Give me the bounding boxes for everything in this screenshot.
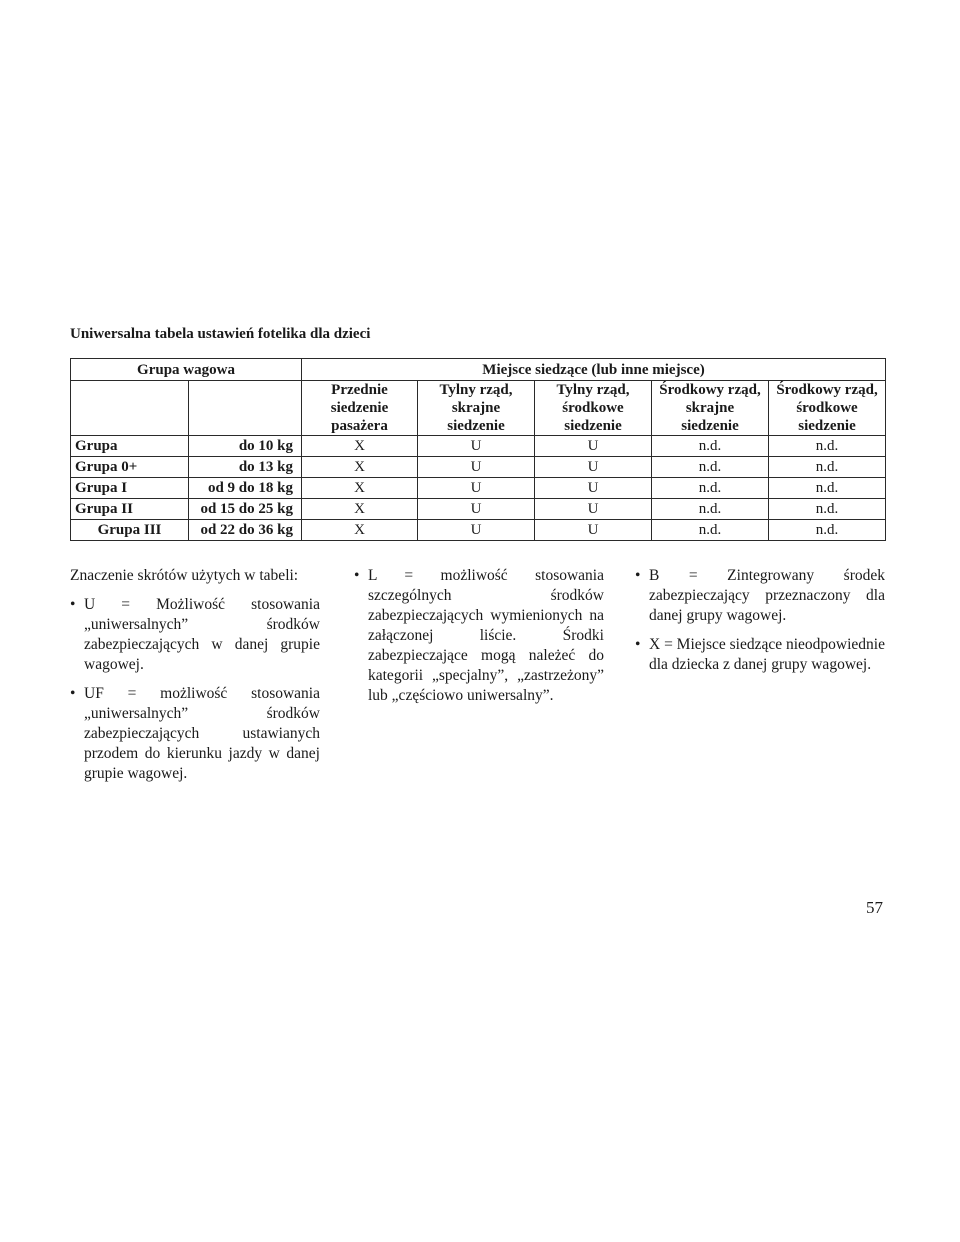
column-header: Tylny rząd, środkowe siedzenie: [535, 381, 652, 436]
value-cell: n.d.: [652, 478, 769, 499]
value-cell: U: [418, 457, 535, 478]
value-cell: U: [418, 478, 535, 499]
column-header: Środkowy rząd, skrajne siedzenie: [652, 381, 769, 436]
bullet-icon: •: [70, 685, 76, 702]
value-cell: U: [535, 478, 652, 499]
legend-item-text: U = Możliwość stosowania „uniwersalnych” środków zabezpieczających w danej grupie wagowej.: [84, 596, 320, 673]
legend-column-2: [354, 566, 604, 715]
group-cell: Grupa I: [71, 478, 189, 499]
table-row: [71, 520, 886, 541]
value-cell: n.d.: [652, 499, 769, 520]
bullet-icon: •: [354, 567, 360, 584]
bullet-icon: •: [635, 636, 641, 653]
legend-item-text: L = możliwość stosowania szczególnych środków zabezpieczających wymienionych na załączonej liście. Środki zabezpieczające mogą należeć do kategorii „specjalny”, „zastrzeżony” lub „częściowo uniwersalny”.: [368, 567, 604, 704]
value-cell: X: [302, 436, 418, 457]
value-cell: U: [535, 457, 652, 478]
table-row: [71, 478, 886, 499]
header-seat-position: Miejsce siedzące (lub inne miejsce): [302, 359, 886, 381]
value-cell: U: [418, 499, 535, 520]
table-row: [71, 436, 886, 457]
header-empty: [189, 381, 302, 436]
page-number: 57: [866, 898, 883, 917]
table-row: [71, 457, 886, 478]
header-empty: [71, 381, 189, 436]
value-cell: U: [535, 499, 652, 520]
legend-item-text: B = Zintegrowany środek zabezpieczający przeznaczony dla danej grupy wagowej.: [649, 567, 885, 624]
weight-cell: od 22 do 36 kg: [189, 520, 302, 541]
weight-cell: od 9 do 18 kg: [189, 478, 302, 499]
value-cell: n.d.: [652, 520, 769, 541]
value-cell: n.d.: [769, 457, 886, 478]
value-cell: X: [302, 478, 418, 499]
group-cell: Grupa III: [71, 520, 189, 541]
value-cell: n.d.: [769, 436, 886, 457]
legend-item: [635, 566, 885, 626]
legend-intro: Znaczenie skrótów użytych w tabeli:: [70, 567, 299, 584]
legend-item: [354, 566, 604, 706]
legend-item: [70, 684, 320, 784]
value-cell: n.d.: [652, 457, 769, 478]
legend-item: [635, 635, 885, 675]
value-cell: U: [535, 520, 652, 541]
legend-item: [70, 595, 320, 675]
column-header: Środkowy rząd, środkowe siedzenie: [769, 381, 886, 436]
group-cell: Grupa: [71, 436, 189, 457]
table-title: Uniwersalna tabela ustawień fotelika dla dzieci: [70, 326, 371, 342]
value-cell: n.d.: [769, 499, 886, 520]
legend-item-text: UF = możliwość stosowania „uniwersalnych” środków zabezpieczających ustawianych przodem do kierunku jazdy w danej grupie wagowej.: [84, 685, 320, 782]
legend-item-text: X = Miejsce siedzące nieodpowiednie dla dziecka z danej grupy wagowej.: [649, 636, 885, 673]
header-weight-group: Grupa wagowa: [71, 359, 302, 381]
weight-cell: do 13 kg: [189, 457, 302, 478]
value-cell: X: [302, 520, 418, 541]
legend-column-1: [70, 566, 320, 793]
bullet-icon: •: [70, 596, 76, 613]
value-cell: U: [535, 436, 652, 457]
value-cell: n.d.: [769, 478, 886, 499]
legend-column-3: [635, 566, 885, 684]
value-cell: n.d.: [652, 436, 769, 457]
value-cell: U: [418, 436, 535, 457]
column-header: Tylny rząd, skrajne siedzenie: [418, 381, 535, 436]
weight-cell: od 15 do 25 kg: [189, 499, 302, 520]
table-row: [71, 499, 886, 520]
column-header: Przednie siedzenie pasażera: [302, 381, 418, 436]
value-cell: X: [302, 499, 418, 520]
value-cell: U: [418, 520, 535, 541]
group-cell: Grupa 0+: [71, 457, 189, 478]
bullet-icon: •: [635, 567, 641, 584]
seat-table: [70, 358, 886, 541]
weight-cell: do 10 kg: [189, 436, 302, 457]
group-cell: Grupa II: [71, 499, 189, 520]
value-cell: n.d.: [769, 520, 886, 541]
value-cell: X: [302, 457, 418, 478]
